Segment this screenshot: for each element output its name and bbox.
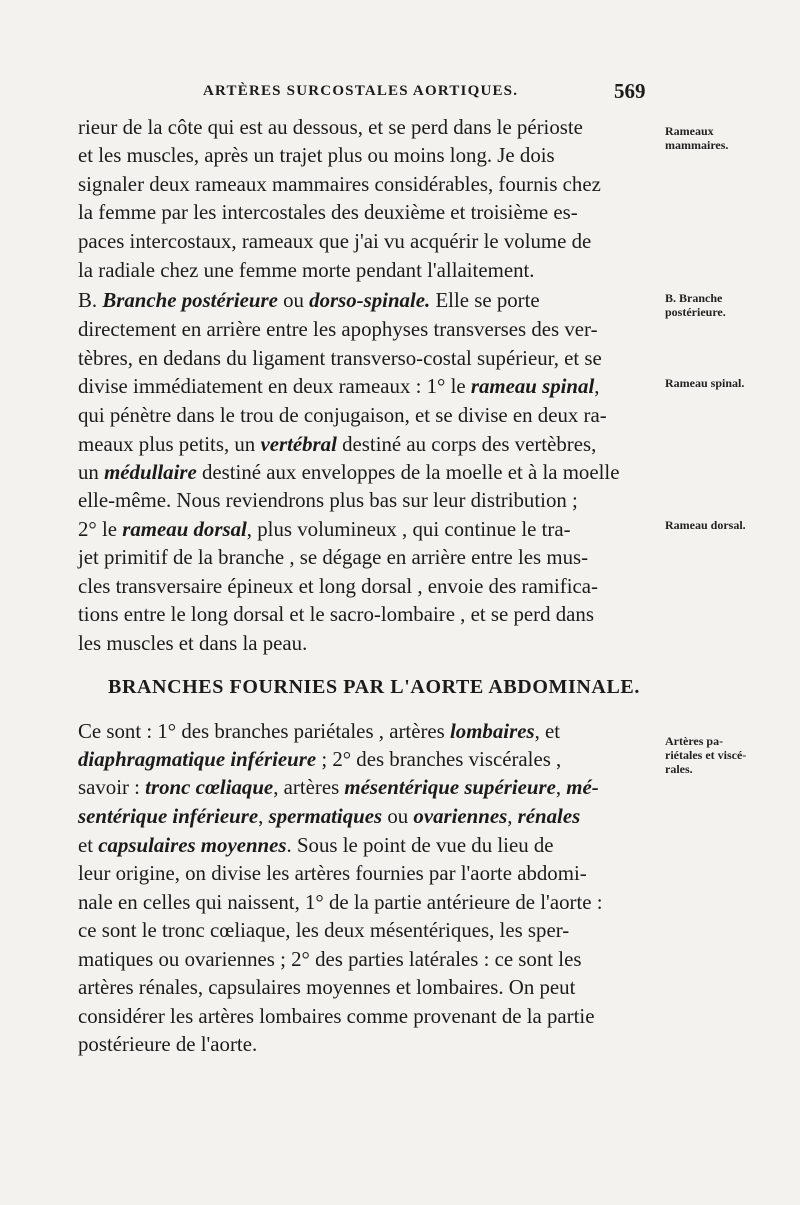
text-run: ce sont le tronc cœliaque, les deux mésentériques, les sper-	[78, 918, 570, 942]
text-line	[78, 515, 654, 543]
italic-term: mé-	[566, 775, 599, 799]
text-run: nale en celles qui naissent, 1° de la partie antérieure de l'aorte :	[78, 890, 603, 914]
text-line	[78, 773, 654, 801]
text-line	[78, 401, 654, 429]
running-title: ARTÈRES SURCOSTALES AORTIQUES.	[203, 83, 519, 99]
text-line	[78, 572, 654, 600]
text-run: ,	[258, 804, 269, 828]
text-run: , plus volumineux , qui continue le tra-	[246, 517, 571, 541]
text-run: rieur de la côte qui est au dessous, et se perd dans le périoste	[78, 115, 583, 139]
text-run: , et	[534, 719, 561, 743]
margin-note: Artères pa- riétales et viscé- rales.	[665, 734, 747, 776]
text-line	[78, 344, 654, 372]
text-run: la femme par les intercostales des deuxième et troisième es-	[78, 200, 578, 224]
text-run: BRANCHES FOURNIES PAR L'AORTE ABDOMINALE.	[108, 676, 640, 698]
text-run: artères rénales, capsulaires moyennes et lombaires. On peut	[78, 975, 576, 999]
text-line	[78, 802, 654, 830]
italic-term: médullaire	[104, 460, 197, 484]
text-run: signaler deux rameaux mammaires considérables, fournis chez	[78, 172, 601, 196]
page-number: 569	[614, 79, 646, 103]
text-run: ,	[507, 804, 518, 828]
text-run: ; 2° des branches viscérales ,	[316, 747, 562, 771]
text-run: leur origine, on divise les artères fournies par l'aorte abdomi-	[78, 861, 587, 885]
italic-term: ovariennes	[413, 804, 508, 828]
text-line	[78, 945, 654, 973]
italic-term: diaphragmatique inférieure	[78, 747, 317, 771]
text-run: ,	[555, 775, 567, 799]
text-run: ou	[277, 288, 310, 312]
margin-note: Rameau dorsal.	[665, 518, 746, 532]
text-run: tions entre le long dorsal et le sacro-lombaire , et se perd dans	[78, 602, 594, 626]
text-line	[78, 859, 654, 887]
text-line	[78, 717, 654, 745]
margin-note: B. Branche postérieure.	[665, 291, 726, 319]
text-run: destiné aux enveloppes de la moelle et à la moelle	[196, 460, 620, 484]
text-run: directement en arrière entre les apophyses transverses des ver-	[78, 317, 598, 341]
page-header	[0, 79, 800, 109]
text-run: et les muscles, après un trajet plus ou moins long. Je dois	[78, 143, 555, 167]
text-line	[78, 973, 654, 1001]
text-run: Elle se porte	[430, 288, 540, 312]
text-run: postérieure de l'aorte.	[78, 1032, 258, 1056]
text-run: 2° le	[78, 517, 123, 541]
italic-term: rénales	[517, 804, 581, 828]
italic-term: Branche postérieure	[102, 288, 278, 312]
text-line	[78, 629, 654, 657]
text-run: destiné au corps des vertèbres,	[336, 432, 597, 456]
text-line	[78, 170, 654, 198]
section-heading	[108, 673, 688, 701]
margin-note: Rameaux mammaires.	[665, 124, 729, 152]
text-line	[78, 315, 654, 343]
text-run: qui pénètre dans le trou de conjugaison, et se divise en deux ra-	[78, 403, 607, 427]
text-line	[78, 745, 654, 773]
text-run: matiques ou ovariennes ; 2° des parties latérales : ce sont les	[78, 947, 582, 971]
text-line	[78, 916, 654, 944]
text-line	[78, 141, 654, 169]
text-line	[78, 1002, 654, 1030]
text-line	[78, 227, 654, 255]
text-line	[78, 430, 654, 458]
italic-term: mésentérique supérieure	[344, 775, 556, 799]
text-run: ou	[382, 804, 414, 828]
text-line	[78, 458, 654, 486]
text-line	[78, 286, 654, 314]
text-line	[78, 113, 654, 141]
text-run: Ce sont : 1° des branches pariétales , artères	[78, 719, 450, 743]
margin-note: Rameau spinal.	[665, 376, 745, 390]
italic-term: spermatiques	[268, 804, 383, 828]
italic-term: vertébral	[260, 432, 337, 456]
text-run: tèbres, en dedans du ligament transverso-costal supérieur, et se	[78, 346, 602, 370]
text-run: un	[78, 460, 105, 484]
text-run: divise immédiatement en deux rameaux : 1° le	[78, 374, 471, 398]
text-line	[78, 486, 654, 514]
text-run: considérer les artères lombaires comme provenant de la partie	[78, 1004, 595, 1028]
italic-term: rameau spinal	[470, 374, 595, 398]
text-run: . Sous le point de vue du lieu de	[286, 833, 554, 857]
text-line	[78, 198, 654, 226]
text-line	[78, 831, 654, 859]
text-line	[78, 888, 654, 916]
text-run: paces intercostaux, rameaux que j'ai vu acquérir le volume de	[78, 229, 592, 253]
italic-term: sentérique inférieure	[78, 804, 259, 828]
italic-term: tronc cœliaque	[145, 775, 274, 799]
text-run: B.	[78, 288, 103, 312]
text-run: meaux plus petits, un	[78, 432, 261, 456]
text-run: , artères	[273, 775, 345, 799]
text-line	[78, 543, 654, 571]
text-run: savoir :	[78, 775, 146, 799]
italic-term: lombaires	[449, 719, 535, 743]
text-line	[78, 256, 654, 284]
text-run: la radiale chez une femme morte pendant l'allaitement.	[78, 258, 535, 282]
italic-term: capsulaires moyennes	[98, 833, 287, 857]
text-run: jet primitif de la branche , se dégage en arrière entre les mus-	[78, 545, 589, 569]
italic-term: dorso-spinale.	[309, 288, 431, 312]
text-line	[78, 372, 654, 400]
text-line	[78, 600, 654, 628]
italic-term: rameau dorsal	[122, 517, 247, 541]
text-line	[78, 1030, 654, 1058]
text-run: elle-même. Nous reviendrons plus bas sur leur distribution ;	[78, 488, 578, 512]
text-run: et	[78, 833, 99, 857]
text-run: ,	[594, 374, 600, 398]
text-run: les muscles et dans la peau.	[78, 631, 308, 655]
text-run: cles transversaire épineux et long dorsal , envoie des ramifica-	[78, 574, 598, 598]
